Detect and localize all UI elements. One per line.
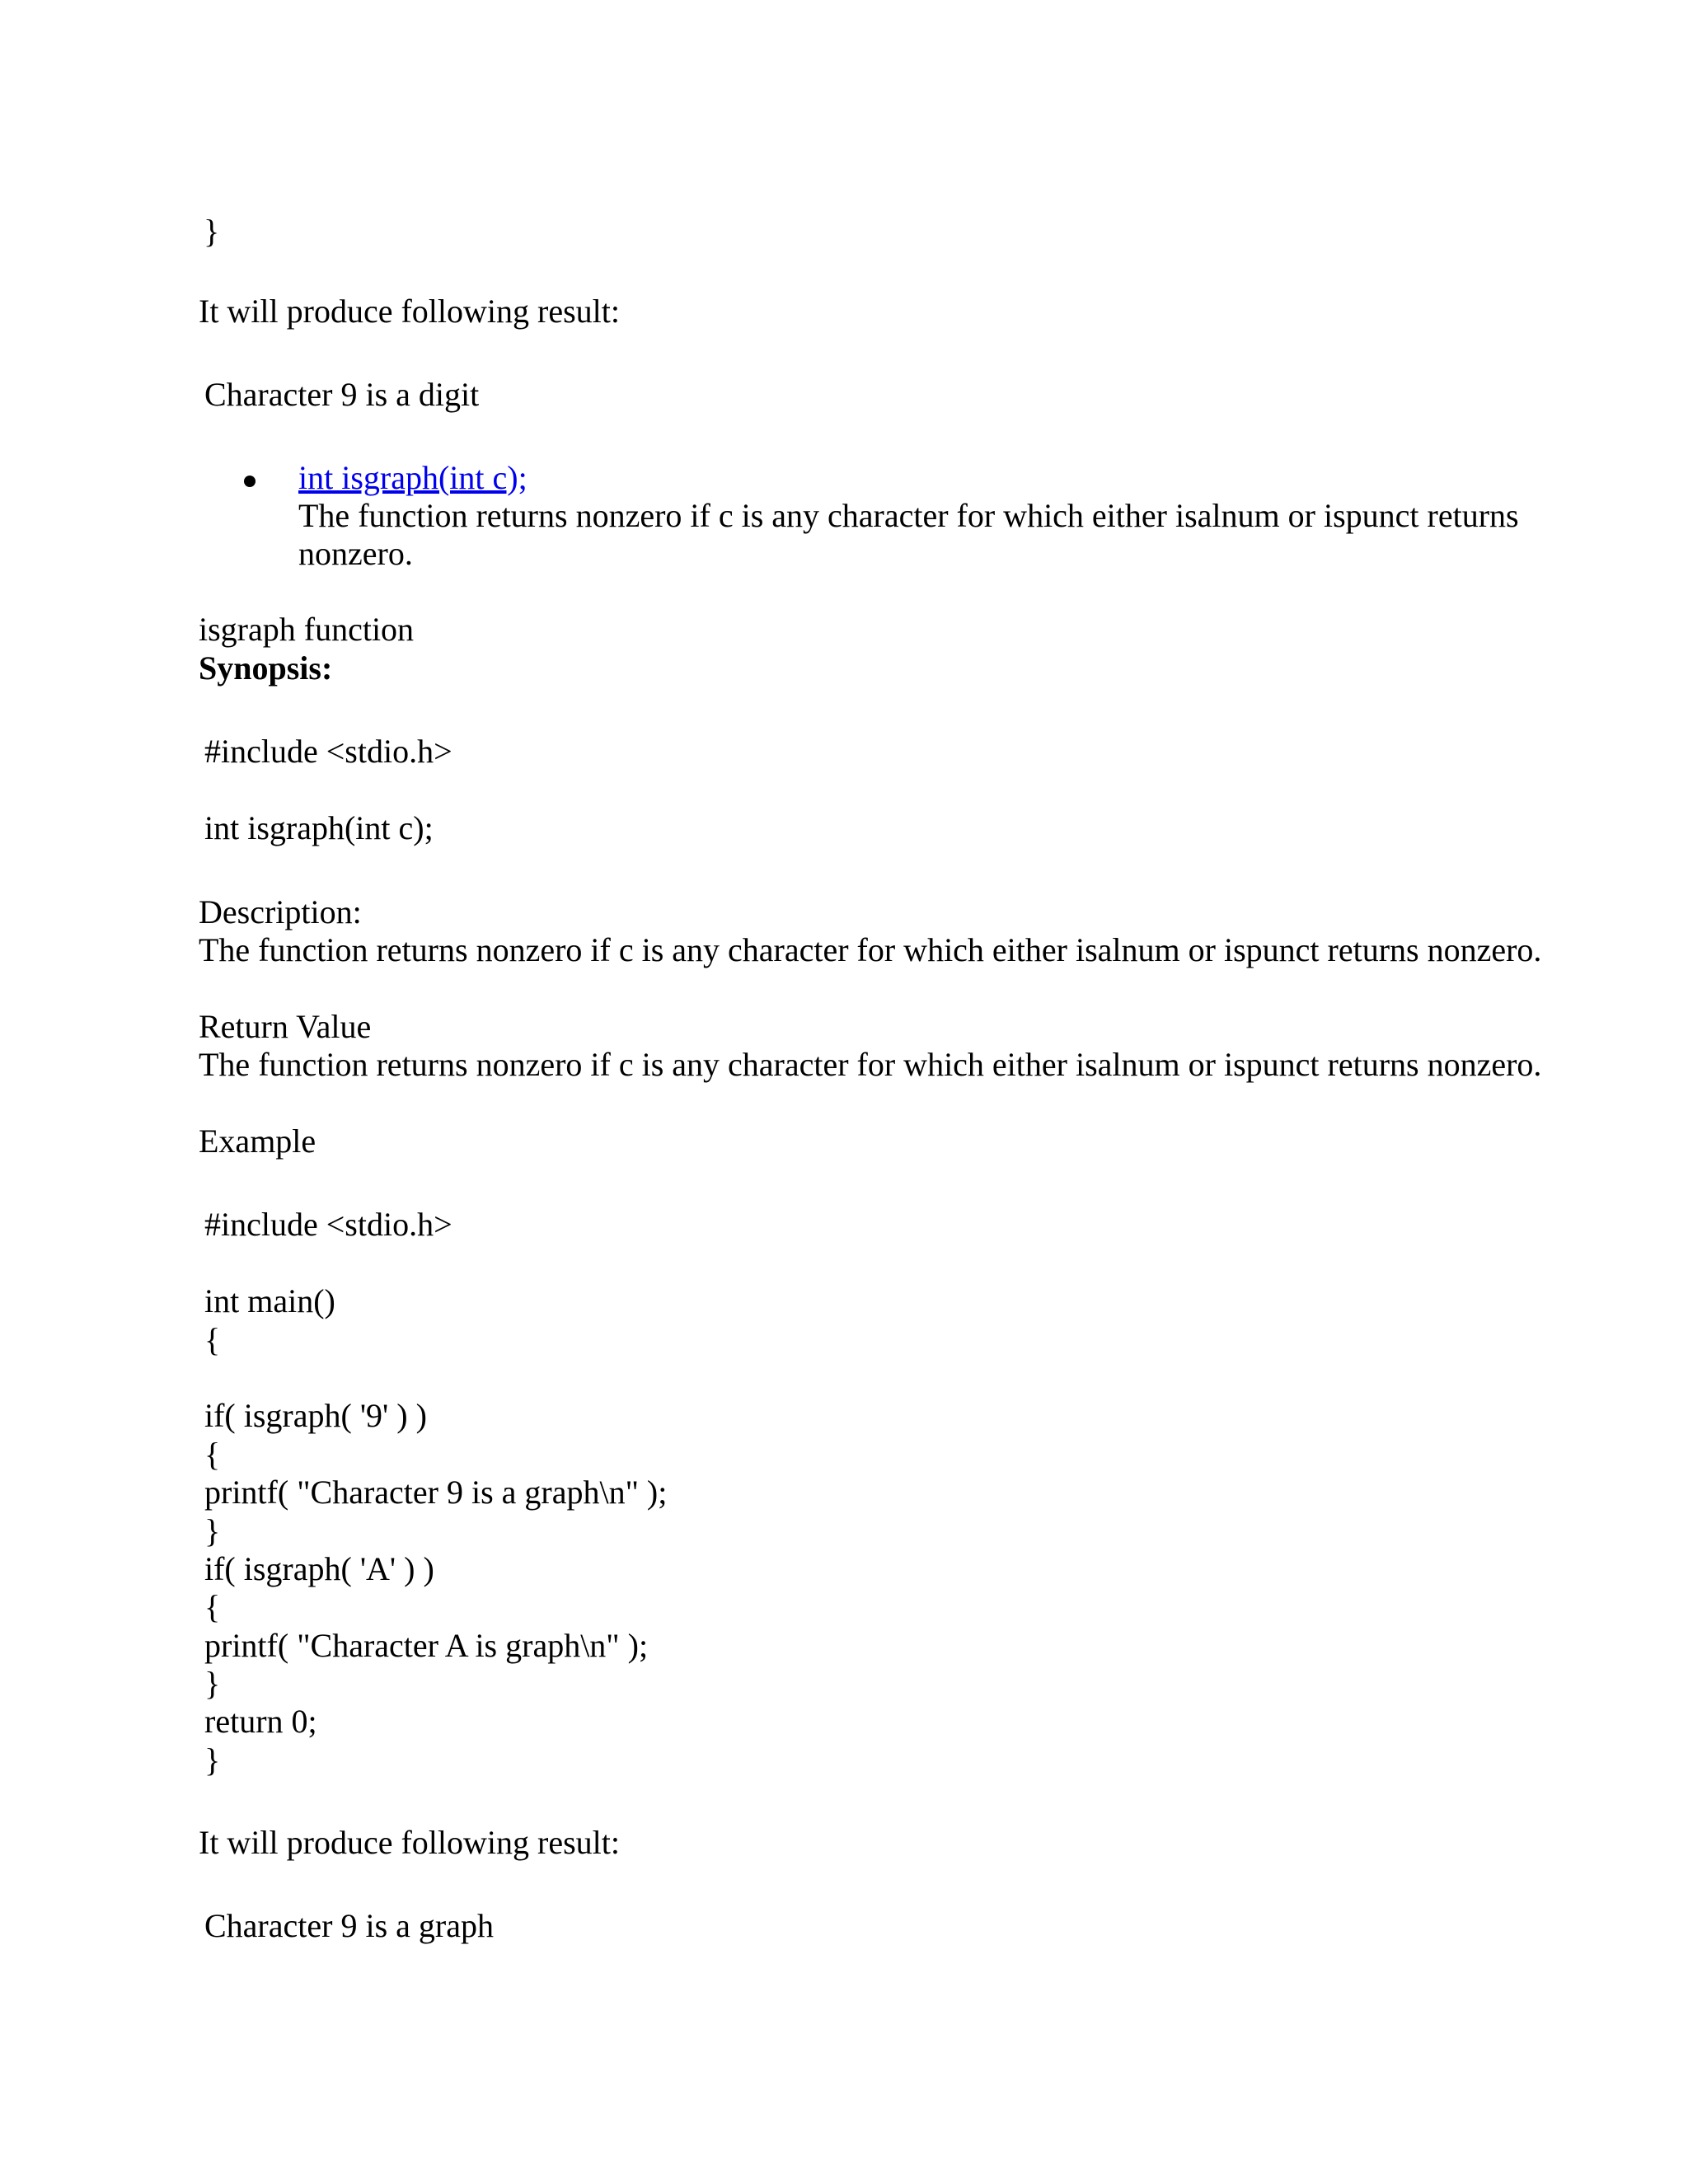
return-value-label: Return Value <box>199 1008 372 1045</box>
synopsis-code-line-1: #include <stdio.h> <box>204 733 452 770</box>
result-output-2: Character 9 is a graph <box>204 1907 494 1944</box>
synopsis-code-line-2: int isgraph(int c); <box>204 809 434 846</box>
result-intro: It will produce following result: <box>199 293 621 330</box>
section-title: isgraph function <box>199 611 415 648</box>
example-code-line: } <box>204 1512 221 1549</box>
result-output: Character 9 is a digit <box>204 376 480 413</box>
bullet-description-line-1: The function returns nonzero if c is any character for which either isalnum or ispunct returns <box>298 497 1519 534</box>
example-code-line: return 0; <box>204 1703 317 1740</box>
example-code-line: { <box>204 1321 221 1358</box>
return-value-text: The function returns nonzero if c is any character for which either isalnum or ispunct returns nonzero. <box>199 1046 1542 1083</box>
example-code-line: #include <stdio.h> <box>204 1206 452 1243</box>
description-label: Description: <box>199 893 362 930</box>
example-code-line: if( isgraph( '9' ) ) <box>204 1397 427 1434</box>
example-code-line: } <box>204 1665 221 1702</box>
result-intro-2: It will produce following result: <box>199 1824 621 1861</box>
example-code-line: if( isgraph( 'A' ) ) <box>204 1550 434 1587</box>
synopsis-label: Synopsis: <box>199 649 333 687</box>
example-code-line: { <box>204 1588 221 1625</box>
description-text: The function returns nonzero if c is any character for which either isalnum or ispunct returns nonzero. <box>199 931 1542 968</box>
bullet-description-line-2: nonzero. <box>298 535 413 572</box>
example-label: Example <box>199 1122 316 1160</box>
example-code-line: { <box>204 1436 221 1473</box>
code-closing-brace: } <box>204 213 220 250</box>
example-code-line: int main() <box>204 1282 335 1319</box>
bullet-icon <box>244 476 256 487</box>
example-code-line: } <box>204 1741 221 1779</box>
example-code-line: printf( "Character A is graph\n" ); <box>204 1627 649 1664</box>
isgraph-link[interactable]: int isgraph(int c); <box>298 459 528 496</box>
example-code-line: printf( "Character 9 is a graph\n" ); <box>204 1474 668 1511</box>
